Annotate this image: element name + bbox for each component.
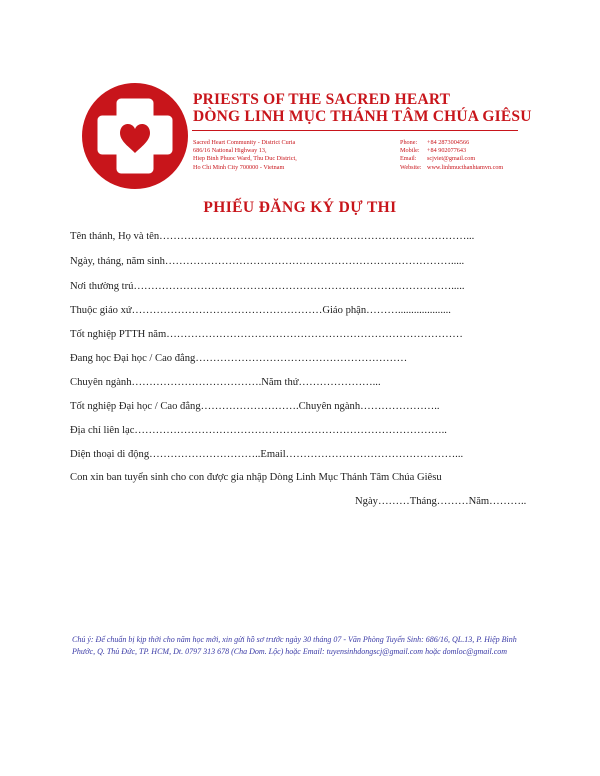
contact-phone	[400, 139, 503, 147]
field-phone-email: Diện thoại di động…………………………..Email…………………………………………...	[70, 449, 464, 460]
contact-mobile	[400, 147, 503, 155]
field-contact-address: Địa chỉ liên lạc……………………………………………………………………………..	[70, 425, 447, 436]
address-block	[193, 139, 297, 172]
footer-note: Chú ý: Để chuẩn bị kịp thời cho năm học mới, xin gửi hồ sơ trước ngày 30 tháng 07 - Văn Phòng Tuyển Sinh: 686/16, QL.13, P. Hiệp Bình Phước, Q. Thủ Đức, TP. HCM, Dt. 0797 313 678 (Cha Dom. Lộc) hoặc Email: tuyensinhdongscj@gmail.com hoặc domloc@gmail.com	[72, 635, 517, 656]
contact-value: +84 2873004566	[427, 139, 470, 146]
address-line: Sacred Heart Community - District Curia	[193, 139, 296, 146]
contact-email	[400, 155, 503, 163]
contact-label: Website:	[400, 163, 422, 171]
sacred-heart-cross-logo-icon	[82, 83, 188, 189]
address-line: Hiep Binh Phuoc Ward, Thu Duc District,	[193, 155, 297, 163]
contact-label: Mobile:	[400, 147, 420, 155]
field-parish-diocese: Thuộc giáo xứ………………………………………………Giáo phận………....................	[70, 305, 451, 316]
contact-value: +84 902077643	[427, 147, 467, 155]
field-graduated-major: Tốt nghiệp Đại học / Cao đẳng……………………….Chuyên ngành…………………..	[70, 401, 440, 412]
contact-label: Phone:	[400, 139, 418, 146]
field-birth-date: Ngày, tháng, năm sinh……………………………………………………………………….....	[70, 256, 465, 267]
address-line: Ho Chi Minh City 700000 - Vietnam	[193, 163, 285, 171]
contact-label: Email:	[400, 155, 417, 163]
field-major-year: Chuyên ngành……………………………….Năm thứ…………………...	[70, 377, 381, 388]
header-divider	[192, 130, 518, 131]
organization-title	[193, 91, 532, 125]
field-residence: Nơi thường trú……………………………………………………………………………….....	[70, 281, 465, 292]
contact-website	[400, 164, 503, 172]
contact-value: www.linhmucthanhtamvn.com	[427, 163, 504, 171]
field-current-study: Đang học Đại học / Cao đẳng……………………………………………………	[70, 353, 408, 364]
address-line: 686/16 National Highway 13,	[193, 147, 267, 155]
title-english: PRIESTS OF THE SACRED HEART	[193, 91, 451, 108]
title-vietnamese: DÒNG LINH MỤC THÁNH TÂM CHÚA GIÊSU	[193, 108, 532, 125]
field-full-name: Tên thánh, Họ và tên……………………………………………………………………………...	[70, 231, 475, 242]
application-statement: Con xin ban tuyển sinh cho con được gia nhập Dòng Linh Mục Thánh Tâm Chúa Giêsu	[70, 472, 442, 483]
contact-block	[400, 139, 503, 172]
field-high-school-year: Tốt nghiệp PTTH năm…………………………………………………………………………	[70, 329, 463, 340]
form-title: PHIẾU ĐĂNG KÝ DỰ THI	[203, 199, 397, 216]
contact-value: scjviet@gmail.com	[427, 155, 476, 163]
date-line: Ngày………Tháng………Năm………..	[355, 496, 527, 507]
